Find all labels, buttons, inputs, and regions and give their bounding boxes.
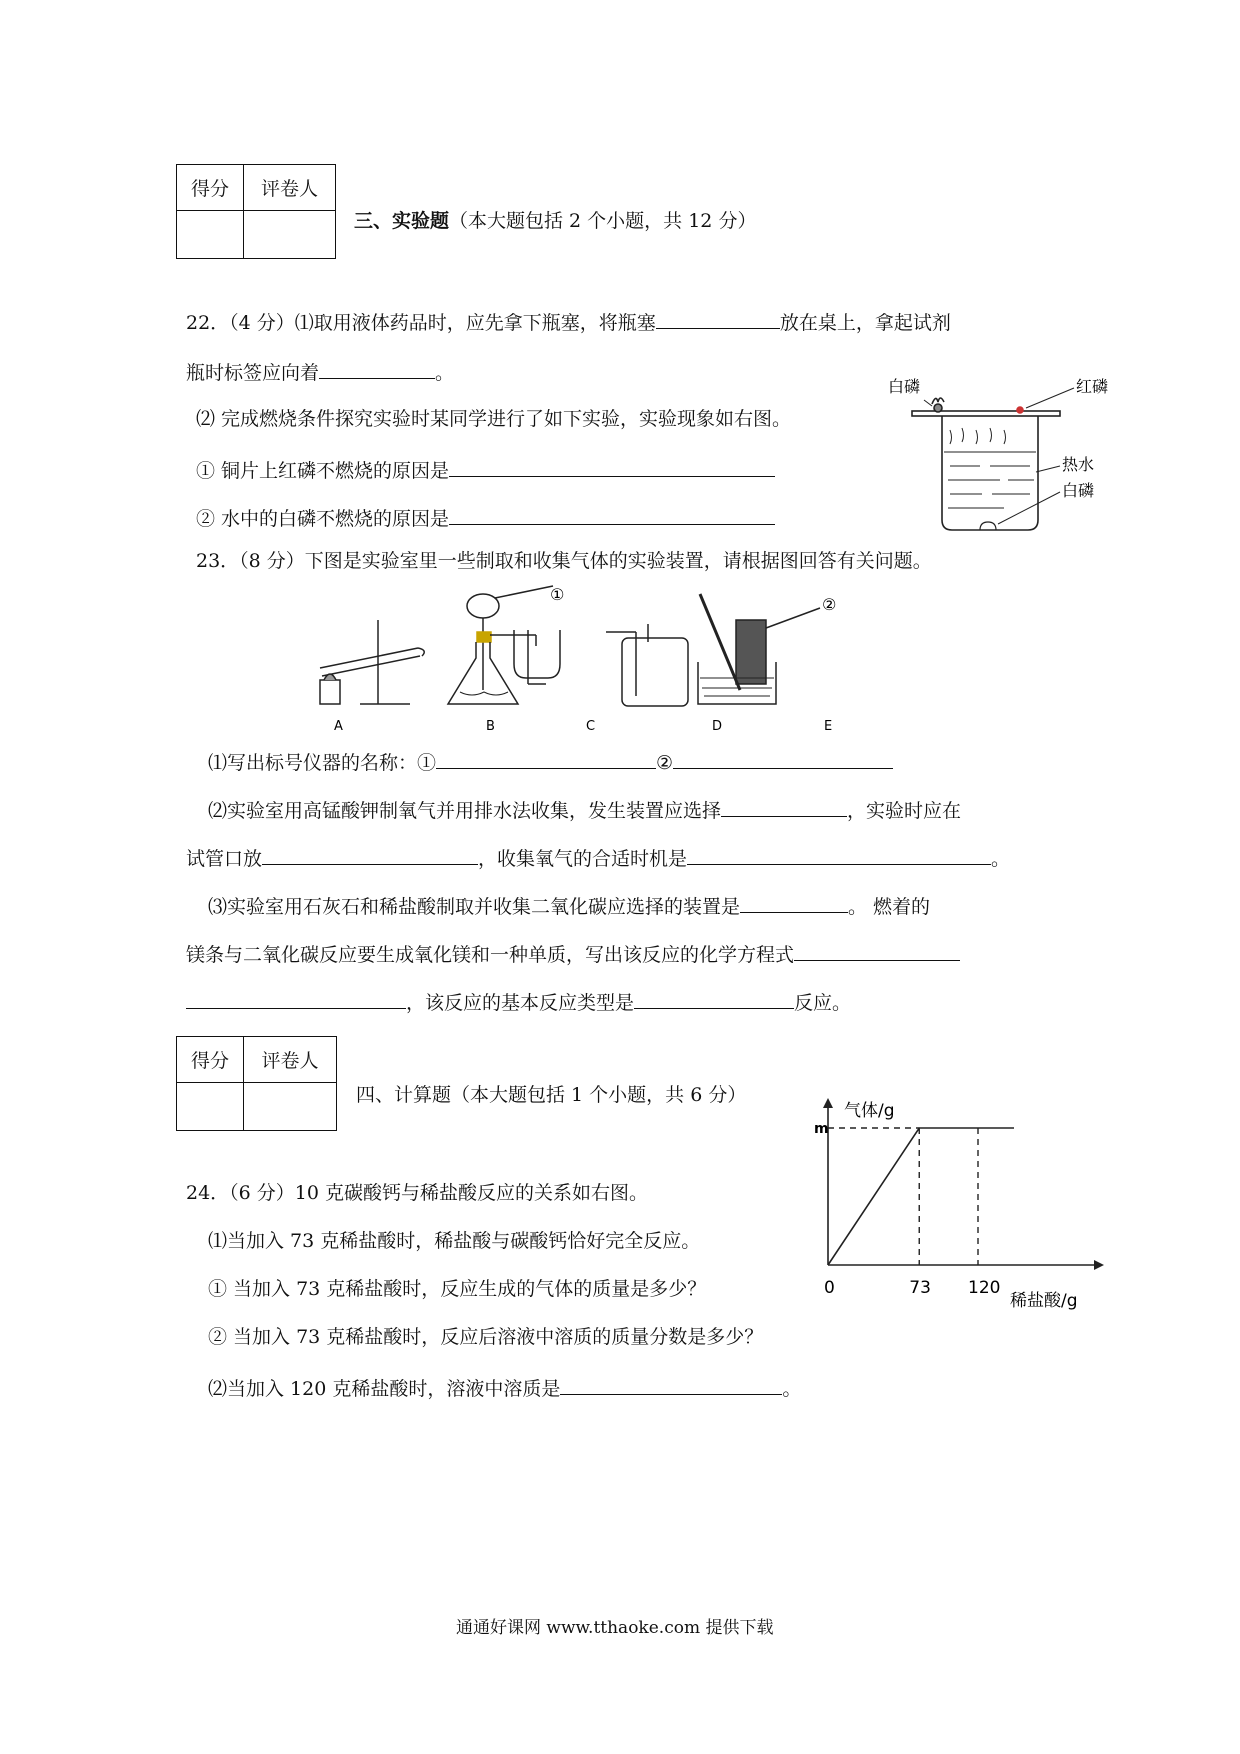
q24-p2-text-a: ⑵当加入 120 克稀盐酸时，溶液中溶质是 [208,1378,561,1400]
apparatus-label-c: C [586,719,596,734]
q23-p3-line1 [208,894,930,917]
apparatus-label-e: E [824,719,833,734]
q22-text-2b: 。 [435,362,455,384]
answer-blank[interactable] [449,506,775,525]
q23-p2-text-d: ，收集氧气的合适时机是 [478,848,688,870]
q23-p1-text-a: ⑴写出标号仪器的名称：① [208,752,437,774]
q23-p3-line3 [186,990,851,1013]
q22-sub1 [196,458,775,481]
q22-line1 [186,310,951,333]
grader-cell[interactable] [244,211,336,259]
label-red-phosphorus: 红磷 [1076,377,1109,396]
x-tick-label: 73 [909,1278,931,1298]
grader-cell[interactable] [244,1083,337,1131]
apparatus-drawings [320,586,820,706]
answer-blank[interactable] [721,798,847,817]
q23-p2-text-b: ，实验时应在 [847,800,962,822]
apparatus-a [320,620,424,704]
q23-p1-text-b: ② [656,752,674,774]
q22-text-1b: 放在桌上，拿起试剂 [779,312,951,334]
label-hot-water: 热水 [1062,455,1095,474]
score-table-1 [176,164,336,259]
apparatus-b [448,586,553,704]
beaker-drawing [912,388,1074,530]
marker-2: ② [822,595,837,614]
grader-header: 评卷人 [244,1037,337,1083]
answer-blank[interactable] [560,1376,782,1395]
answer-blank[interactable] [186,990,406,1009]
gas-mass-chart [814,1090,1120,1320]
q22-sub1-text: ① 铜片上红磷不燃烧的原因是 [196,460,450,482]
q24-sub1: ① 当加入 73 克稀盐酸时，反应生成的气体的质量是多少？ [208,1278,707,1300]
q22-text-1a: 22．（4 分）⑴取用液体药品时，应先拿下瓶塞，将瓶塞 [186,312,656,334]
q23-intro: 23．（8 分）下图是实验室里一些制取和收集气体的实验装置，请根据图回答有关问题。 [196,550,932,572]
combustion-experiment-figure [880,370,1130,540]
q23-p2-text-a: ⑵实验室用高锰酸钾制氧气并用排水法收集，发生装置应选择 [208,800,722,822]
section3-title-note: （本大题包括 2 个小题，共 12 分） [449,210,757,232]
score-table-2 [176,1036,337,1131]
section3-title-bold: 三、实验题 [354,210,450,232]
score-header: 得分 [177,1037,244,1083]
apparatus-e [698,594,820,704]
q22-line2 [186,360,454,383]
q23-p2-text-e: 。 [991,848,1011,870]
q23-p3-text-a: ⑶实验室用石灰石和稀盐酸制取并收集二氧化碳应选择的装置是 [208,896,741,918]
answer-blank[interactable] [673,750,893,769]
answer-blank[interactable] [687,846,991,865]
q23-p3-text-e: 反应。 [794,992,852,1014]
series-line [828,1128,1014,1265]
q24-sub2: ② 当加入 73 克稀盐酸时，反应后溶液中溶质的质量分数是多少？ [208,1326,764,1348]
answer-blank[interactable] [262,846,478,865]
y-tick-label: m [814,1121,829,1137]
label-white-phosphorus-top: 白磷 [888,377,921,396]
q23-p2-line1 [208,798,961,821]
score-cell[interactable] [177,211,244,259]
apparatus-label-d: D [712,719,723,734]
x-tick-label: 120 [968,1278,1001,1298]
section3-title [354,212,756,231]
apparatus-label-a: A [334,719,343,734]
answer-blank[interactable] [319,360,435,379]
answer-blank[interactable] [656,310,780,329]
marker-1: ① [550,585,565,604]
q24-intro: 24．（6 分）10 克碳酸钙与稀盐酸反应的关系如右图。 [186,1182,649,1204]
q24-p2 [208,1376,801,1399]
q23-p3-line2 [186,942,960,965]
chart-ylabel: 气体/g [844,1101,895,1121]
section4-title: 四、计算题（本大题包括 1 个小题，共 6 分） [356,1084,747,1106]
q24-p2-text-b: 。 [782,1378,802,1400]
q23-p3-text-d: ，该反应的基本反应类型是 [406,992,635,1014]
q23-p2-line2 [186,846,1010,869]
gas-apparatus-figure [300,580,1060,740]
q22-text-2a: 瓶时标签应向着 [186,362,320,384]
answer-blank[interactable] [634,990,794,1009]
chart-xlabel: 稀盐酸/g [1010,1291,1078,1311]
q22-part2: ⑵ 完成燃烧条件探究实验时某同学进行了如下实验，实验现象如右图。 [196,408,792,430]
x-axis-arrow [1094,1260,1104,1270]
label-white-phosphorus-bottom: 白磷 [1062,481,1095,500]
q23-p1 [208,750,893,773]
grader-header: 评卷人 [244,165,336,211]
page-footer: 通通好课网 www.tthaoke.com 提供下载 [456,1618,774,1638]
q23-p2-text-c: 试管口放 [186,848,263,870]
answer-blank[interactable] [794,942,960,961]
q22-sub2 [196,506,775,529]
apparatus-d [606,624,688,706]
q24-p1: ⑴当加入 73 克稀盐酸时，稀盐酸与碳酸钙恰好完全反应。 [208,1230,701,1252]
score-cell[interactable] [177,1083,244,1131]
q23-p3-text-c: 镁条与二氧化碳反应要生成氧化镁和一种单质，写出该反应的化学方程式 [186,944,795,966]
apparatus-label-b: B [486,719,495,734]
answer-blank[interactable] [449,458,775,477]
score-header: 得分 [177,165,244,211]
q23-p3-text-b: 。 燃着的 [848,896,931,918]
q22-sub2-text: ② 水中的白磷不燃烧的原因是 [196,508,450,530]
answer-blank[interactable] [436,750,656,769]
apparatus-c [514,630,560,684]
x-tick-label: 0 [824,1278,835,1298]
y-axis-arrow [823,1098,833,1108]
answer-blank[interactable] [740,894,848,913]
